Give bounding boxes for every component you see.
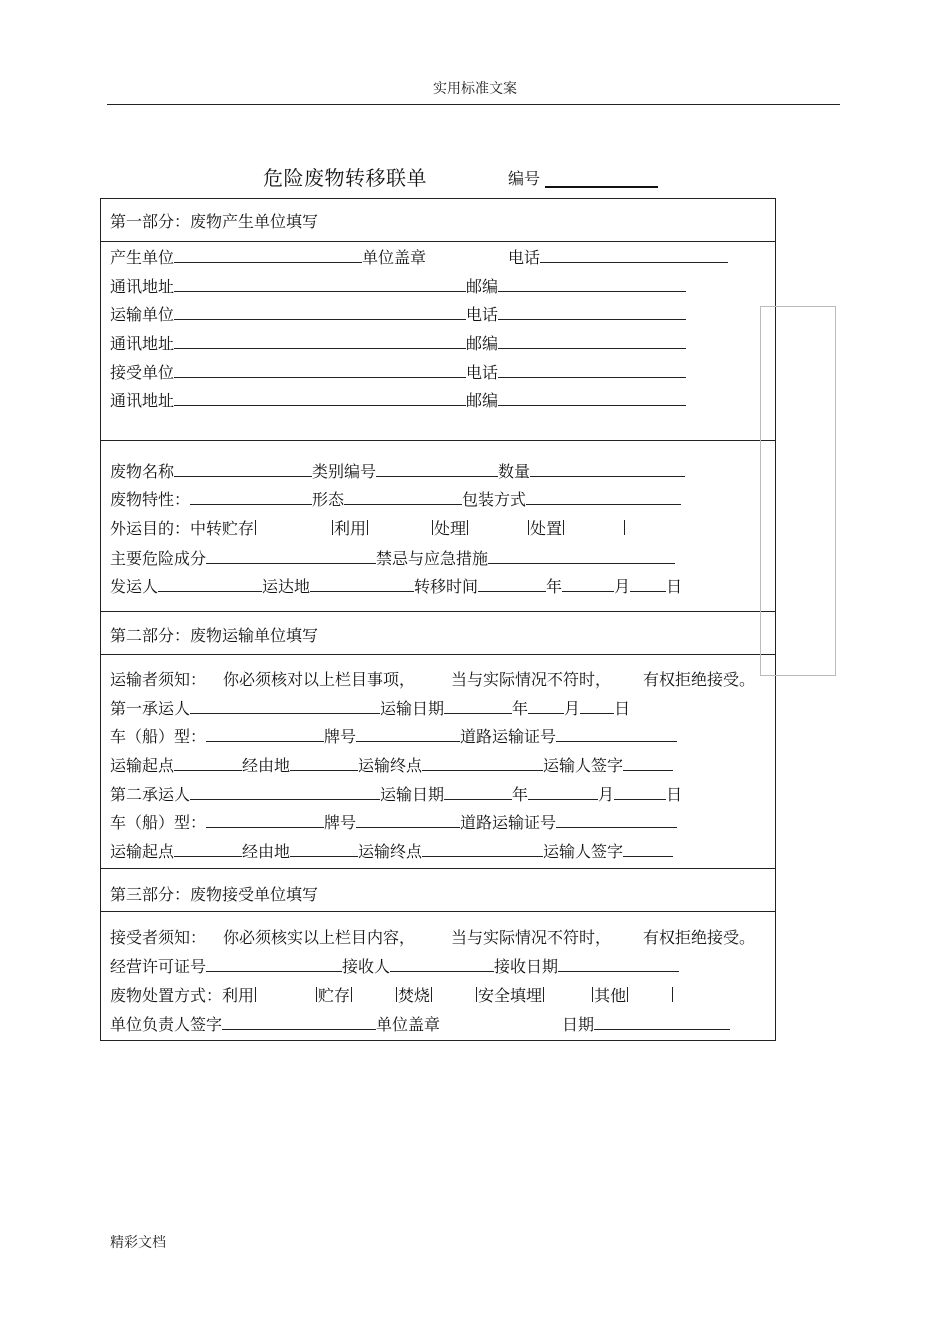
checkbox[interactable] xyxy=(367,520,368,535)
checkbox[interactable] xyxy=(432,520,433,535)
utilize-option: 利用 xyxy=(334,519,367,538)
hazard-field[interactable] xyxy=(206,548,376,564)
serial-number-label: 编号 xyxy=(508,169,541,188)
notice-label: 运输者须知： xyxy=(110,670,207,689)
receiver-field[interactable] xyxy=(390,956,494,972)
carrier2-field[interactable] xyxy=(190,784,380,800)
generator-address-row xyxy=(110,274,686,297)
checkbox[interactable] xyxy=(563,520,564,535)
phone-field[interactable] xyxy=(498,304,686,320)
day-field[interactable] xyxy=(580,698,614,714)
divider xyxy=(100,440,776,441)
postcode-field[interactable] xyxy=(498,390,686,406)
phone-label: 电话 xyxy=(466,305,499,324)
waste-property-row xyxy=(110,487,681,510)
postcode-label: 邮编 xyxy=(466,391,499,410)
destination-label: 外运目的：中转贮存 xyxy=(110,519,255,538)
generator-label: 产生单位 xyxy=(110,248,175,267)
via-label: 经由地 xyxy=(242,842,291,861)
other-option: 其他 xyxy=(594,986,627,1005)
road-permit-label: 道路运输证号 xyxy=(460,813,557,832)
quantity-field[interactable] xyxy=(530,461,685,477)
date-label: 日期 xyxy=(562,1015,595,1034)
year-label: 年 xyxy=(546,577,563,596)
carrier1-row xyxy=(110,696,630,719)
transporter-field[interactable] xyxy=(174,304,466,320)
phone-field[interactable] xyxy=(498,362,686,378)
receive-date-field[interactable] xyxy=(558,956,679,972)
month-label: 月 xyxy=(564,699,581,718)
landfill-option: 安全填埋 xyxy=(478,986,543,1005)
arrival-field[interactable] xyxy=(310,576,414,592)
postcode-label: 邮编 xyxy=(466,334,499,353)
carrier2-row xyxy=(110,782,682,805)
page-header: 实用标准文案 xyxy=(433,81,517,97)
end-label: 运输终点 xyxy=(358,842,423,861)
divider xyxy=(100,611,776,612)
receiver-row xyxy=(110,360,686,383)
treat-option: 处理 xyxy=(434,519,467,538)
vehicle-label: 车（船）型： xyxy=(110,727,207,746)
form-field[interactable] xyxy=(344,489,462,505)
part3-heading: 第三部分：废物接受单位填写 xyxy=(110,885,319,904)
receiver-address-row xyxy=(110,388,686,411)
day-field[interactable] xyxy=(614,784,666,800)
form-label: 形态 xyxy=(312,490,345,509)
waste-name-label: 废物名称 xyxy=(110,462,175,481)
phone-label: 电话 xyxy=(508,248,541,267)
transporter-label: 运输单位 xyxy=(110,305,175,324)
transporter-address-row xyxy=(110,331,686,354)
phone-field[interactable] xyxy=(540,247,728,263)
receiver-field[interactable] xyxy=(174,362,466,378)
incineration-option: 焚烧 xyxy=(398,986,431,1005)
notice-text-1: 你必须核实以上栏目内容， xyxy=(223,928,416,947)
generator-row xyxy=(110,245,728,268)
postcode-field[interactable] xyxy=(498,276,686,292)
day-label: 日 xyxy=(614,699,631,718)
divider xyxy=(100,868,776,869)
part2-heading: 第二部分：废物运输单位填写 xyxy=(110,626,319,645)
transfer-month-field[interactable] xyxy=(562,576,614,592)
serial-number-field[interactable] xyxy=(545,186,658,188)
year-label: 年 xyxy=(512,699,529,718)
signer-field[interactable] xyxy=(623,755,673,771)
month-label: 月 xyxy=(598,785,615,804)
hazard-label: 主要危险成分 xyxy=(110,549,207,568)
arrival-label: 运达地 xyxy=(262,577,311,596)
destination-row xyxy=(110,516,626,539)
checkbox[interactable] xyxy=(528,520,529,535)
checkbox[interactable] xyxy=(332,520,333,535)
address-label: 通讯地址 xyxy=(110,391,175,410)
divider xyxy=(100,911,776,912)
checkbox[interactable] xyxy=(476,987,477,1002)
plate-field[interactable] xyxy=(356,812,460,828)
waste-property-label: 废物特性： xyxy=(110,490,191,509)
plate-label: 牌号 xyxy=(324,727,357,746)
transfer-day-field[interactable] xyxy=(630,576,666,592)
checkbox[interactable] xyxy=(255,520,256,535)
notice-text-3: 有权拒绝接受。 xyxy=(643,928,756,947)
side-margin-box xyxy=(760,306,836,676)
seal-label: 单位盖章 xyxy=(376,1015,441,1034)
end-label: 运输终点 xyxy=(358,756,423,775)
notice-text-2: 当与实际情况不符时， xyxy=(451,670,612,689)
carrier1-field[interactable] xyxy=(190,698,380,714)
storage-option: 贮存 xyxy=(318,986,351,1005)
transport-notice xyxy=(110,667,755,690)
vehicle-field[interactable] xyxy=(206,726,324,742)
route2-row xyxy=(110,839,673,862)
receiver-label: 接受单位 xyxy=(110,363,175,382)
category-no-field[interactable] xyxy=(376,461,498,477)
year-field[interactable] xyxy=(444,698,512,714)
packaging-field[interactable] xyxy=(526,489,681,505)
transport-date-label: 运输日期 xyxy=(380,699,445,718)
checkbox[interactable] xyxy=(351,987,352,1002)
end-field[interactable] xyxy=(422,841,543,857)
hazard-row xyxy=(110,546,675,569)
address-field[interactable] xyxy=(174,333,466,349)
postcode-label: 邮编 xyxy=(466,277,499,296)
month-label: 月 xyxy=(614,577,631,596)
day-label: 日 xyxy=(666,577,683,596)
shipper-field[interactable] xyxy=(158,576,262,592)
vehicle1-row xyxy=(110,724,677,747)
checkbox[interactable] xyxy=(431,987,432,1002)
plate-label: 牌号 xyxy=(324,813,357,832)
start-label: 运输起点 xyxy=(110,756,175,775)
notice-text-3: 有权拒绝接受。 xyxy=(643,670,756,689)
receive-date-label: 接收日期 xyxy=(494,957,559,976)
form-title: 危险废物转移联单 xyxy=(263,166,427,190)
address-label: 通讯地址 xyxy=(110,334,175,353)
page-footer: 精彩文档 xyxy=(110,1235,166,1251)
start-field[interactable] xyxy=(174,755,242,771)
day-label: 日 xyxy=(666,785,683,804)
taboo-label: 禁忌与应急措施 xyxy=(376,549,489,568)
checkbox[interactable] xyxy=(627,987,628,1002)
checkbox[interactable] xyxy=(672,987,673,1002)
month-field[interactable] xyxy=(528,784,598,800)
taboo-field[interactable] xyxy=(488,548,675,564)
signer-label: 运输人签字 xyxy=(543,842,624,861)
notice-text-1: 你必须核对以上栏目事项， xyxy=(223,670,416,689)
road-permit-field[interactable] xyxy=(556,726,677,742)
license-field[interactable] xyxy=(206,956,342,972)
phone-label: 电话 xyxy=(466,363,499,382)
generator-field[interactable] xyxy=(174,247,362,263)
disposal-method-row xyxy=(110,983,674,1006)
checkbox[interactable] xyxy=(592,987,593,1002)
part1-heading: 第一部分：废物产生单位填写 xyxy=(110,212,319,231)
waste-name-row xyxy=(110,459,685,482)
checkbox[interactable] xyxy=(316,987,317,1002)
notice-text-2: 当与实际情况不符时， xyxy=(451,928,612,947)
address-field[interactable] xyxy=(174,276,466,292)
receiver-label: 接收人 xyxy=(342,957,391,976)
divider xyxy=(100,654,776,655)
divider xyxy=(100,241,776,242)
signature-row xyxy=(110,1012,730,1035)
via-field[interactable] xyxy=(290,841,358,857)
vehicle2-row xyxy=(110,810,677,833)
carrier2-label: 第二承运人 xyxy=(110,785,191,804)
road-permit-label: 道路运输证号 xyxy=(460,727,557,746)
signer-field[interactable] xyxy=(623,841,673,857)
year-field[interactable] xyxy=(444,784,512,800)
transfer-time-label: 转移时间 xyxy=(414,577,479,596)
vehicle-field[interactable] xyxy=(206,812,324,828)
quantity-label: 数量 xyxy=(498,462,531,481)
leader-sign-label: 单位负责人签字 xyxy=(110,1015,223,1034)
header-divider xyxy=(107,104,840,105)
end-field[interactable] xyxy=(422,755,543,771)
via-label: 经由地 xyxy=(242,756,291,775)
leader-sign-field[interactable] xyxy=(222,1014,376,1030)
shipping-row xyxy=(110,574,682,597)
checkbox[interactable] xyxy=(624,520,625,535)
transport-date-label: 运输日期 xyxy=(380,785,445,804)
transporter-row xyxy=(110,302,686,325)
dispose-option: 处置 xyxy=(530,519,563,538)
address-field[interactable] xyxy=(174,390,466,406)
date-field[interactable] xyxy=(594,1014,730,1030)
category-no-label: 类别编号 xyxy=(312,462,377,481)
waste-property-field[interactable] xyxy=(190,489,312,505)
road-permit-field[interactable] xyxy=(556,812,677,828)
notice-label: 接受者须知： xyxy=(110,928,207,947)
signer-label: 运输人签字 xyxy=(543,756,624,775)
packaging-label: 包装方式 xyxy=(462,490,527,509)
license-label: 经营许可证号 xyxy=(110,957,207,976)
month-field[interactable] xyxy=(528,698,564,714)
checkbox[interactable] xyxy=(543,987,544,1002)
carrier1-label: 第一承运人 xyxy=(110,699,191,718)
waste-name-field[interactable] xyxy=(174,461,312,477)
checkbox[interactable] xyxy=(467,520,468,535)
seal-label: 单位盖章 xyxy=(362,248,427,267)
address-label: 通讯地址 xyxy=(110,277,175,296)
license-row xyxy=(110,954,679,977)
shipper-label: 发运人 xyxy=(110,577,159,596)
postcode-field[interactable] xyxy=(498,333,686,349)
start-label: 运输起点 xyxy=(110,842,175,861)
plate-field[interactable] xyxy=(356,726,460,742)
vehicle-label: 车（船）型： xyxy=(110,813,207,832)
route1-row xyxy=(110,753,673,776)
year-label: 年 xyxy=(512,785,529,804)
transfer-year-field[interactable] xyxy=(478,576,546,592)
method-label: 废物处置方式：利用 xyxy=(110,986,255,1005)
via-field[interactable] xyxy=(290,755,358,771)
checkbox[interactable] xyxy=(396,987,397,1002)
checkbox[interactable] xyxy=(255,987,256,1002)
receive-notice xyxy=(110,925,755,948)
start-field[interactable] xyxy=(174,841,242,857)
